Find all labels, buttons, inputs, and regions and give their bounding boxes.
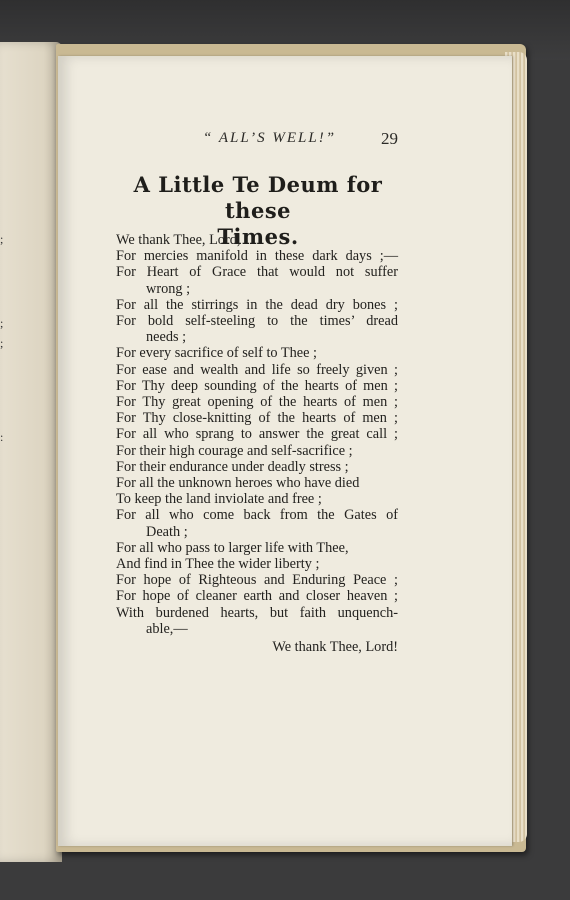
left-facing-page: [0, 42, 62, 862]
poem-line: For bold self-steeling to the times’ dread: [116, 313, 398, 330]
poem-line: wrong ;: [146, 280, 191, 297]
poem-line: For Heart of Grace that would not suffer: [116, 264, 398, 281]
poem-line: For all the unknown heroes who have died: [116, 475, 360, 492]
poem-line: For Thy deep sounding of the hearts of men ;: [116, 377, 398, 394]
page-number: 29: [381, 129, 398, 148]
poem-title-line-1: A Little Te Deum for these: [133, 172, 383, 223]
poem-title-line-2: Times.: [217, 224, 299, 249]
poem-line: For all the stirrings in the dead dry bones ;: [116, 296, 398, 313]
left-page-mark: ;: [0, 336, 4, 350]
poem-line: We thank Thee, Lord,: [116, 232, 241, 248]
book-page: [58, 56, 512, 846]
poem-line: able,—: [146, 620, 188, 637]
left-page-mark: ;: [0, 316, 4, 330]
poem-line: For hope of cleaner earth and closer heaven ;: [116, 588, 398, 605]
poem-line: With burdened hearts, but faith unquench-: [116, 604, 398, 621]
poem-body: [116, 232, 398, 655]
left-page-mark: :: [0, 430, 4, 444]
poem-line: For mercies manifold in these dark days ;—: [116, 248, 398, 265]
poem-line: Death ;: [146, 523, 188, 540]
poem-line: To keep the land inviolate and free ;: [116, 491, 322, 508]
poem-line: For all who sprang to answer the great call ;: [116, 426, 398, 443]
poem-line: For every sacrifice of self to Thee ;: [116, 345, 318, 362]
poem-line: For their endurance under deadly stress ;: [116, 458, 349, 475]
poem-line: For Thy great opening of the hearts of men ;: [116, 394, 398, 411]
poem-line: For all who pass to larger life with Thee,: [116, 539, 349, 556]
poem-line: And find in Thee the wider liberty ;: [116, 556, 320, 573]
poem-closing-line: We thank Thee, Lord!: [272, 639, 398, 656]
running-head: “ ALL’S WELL!”: [203, 130, 337, 146]
poem-line: For their high courage and self-sacrifice ;: [116, 442, 353, 459]
left-page-mark: ;: [0, 232, 4, 246]
poem-line: needs ;: [146, 329, 187, 346]
poem-line: For hope of Righteous and Enduring Peace ;: [116, 572, 398, 589]
poem-line: For Thy close-knitting of the hearts of men ;: [116, 410, 398, 427]
poem-line: For all who come back from the Gates of: [116, 507, 398, 524]
poem-line: For ease and wealth and life so freely given ;: [116, 361, 398, 378]
